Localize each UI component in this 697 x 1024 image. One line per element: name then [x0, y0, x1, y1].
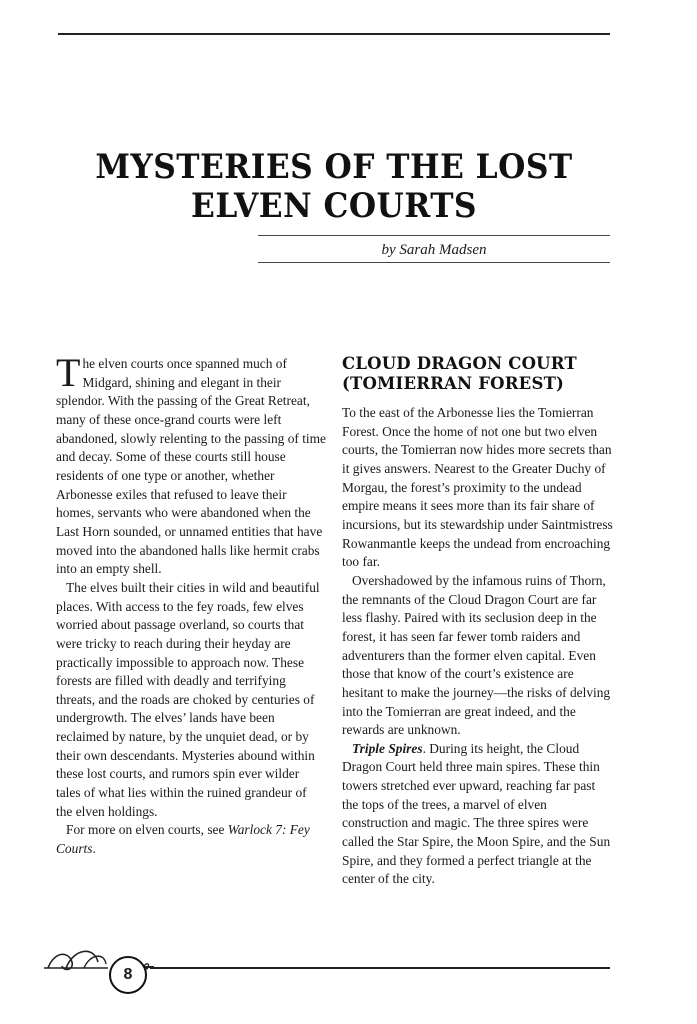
footer-rule — [150, 967, 610, 969]
top-rule — [58, 33, 610, 35]
paragraph-3 — [56, 821, 326, 858]
section-paragraph-3-text: . During its height, the Cloud Dragon Court held three main spires. These thin towers stretched ever upward, reaching far past the tops of the trees, a marvel of elven construction and magic. The three spires were called the Star Spire, the Moon Spire, and the Sun Spire, and they formed a perfect triangle at the center of the city. — [342, 740, 611, 887]
title-line-1: MYSTERIES OF THE LOST — [95, 147, 573, 187]
intro-paragraph — [56, 350, 326, 579]
byline: by Sarah Madsen — [381, 242, 487, 258]
section-paragraph-2: Overshadowed by the infamous ruins of Thorn, the remnants of the Cloud Dragon Court are far less flashy. Paired with its seclusion deep in the forest, it has seen far fewer tomb raiders and adventurers than the former elven capital. Even those that know of the court’s existence are hesitant to make the journey—the risks of delving into the Tomierran are great indeed, and the rewards are unknown. — [342, 572, 611, 738]
drop-cap: T — [56, 350, 81, 395]
article-title — [58, 148, 610, 226]
paragraph-2: The elves built their cities in wild and beautiful places. With access to the fey roads, few elves worried about passage overland, so courts that were tricky to reach during their heyday are practically impossible to approach now. These forests are filled with deadly and terrifying threats, and the roads are choked by centuries of undergrowth. The elves’ lands have been reclaimed by nature, by the unquiet dead, or by their own descendants. Mysteries abound within these lost courts, and rumors spin ever wilder tales of what lies within the ruined grandeur of the elven holdings. — [56, 579, 320, 819]
section-heading-line-1: CLOUD DRAGON COURT — [342, 354, 577, 373]
section-paragraph-3 — [342, 740, 614, 889]
byline-rule-bottom — [258, 262, 610, 263]
right-column — [342, 404, 614, 889]
byline-rule-top — [258, 235, 610, 236]
paragraph-3-end: . — [92, 841, 96, 857]
triple-spires-lead: Triple Spires — [352, 740, 423, 756]
paragraph-3-text: For more on elven courts, see — [66, 822, 228, 838]
title-line-2: ELVEN COURTS — [191, 186, 477, 226]
book-reference: Warlock 7: Fey Courts — [56, 822, 310, 857]
left-column — [56, 350, 326, 859]
section-heading — [342, 354, 614, 394]
intro-paragraph-text: he elven courts once spanned much of Midgard, shining and elegant in their splendor. With the passing of the Great Retreat, many of these once-grand courts were left abandoned, slowly relenting to the passing of time and decay. Some of these courts still house residents of one type or another, whether Arbonesse exiles that refused to leave their homes, servants who were abandoned when the Last Horn sounded, or unnamed entities that have moved into the abandoned halls like hermit crabs into an empty shell. — [56, 356, 326, 577]
page-number: 8 — [109, 956, 147, 994]
section-heading-line-2: (TOMIERRAN FOREST) — [342, 374, 565, 393]
section-paragraph-1: To the east of the Arbonesse lies the Tomierran Forest. Once the home of not one but two elven courts, the Tomierran now hides more secrets than it gives answers. Nearest to the Greater Duchy of Morgau, the forest’s proximity to the undead empire means it sees more than its fair share of incursions, but its stewardship under Saintmistress Rowanmantle keeps the undead from encroaching too far. — [342, 405, 613, 570]
